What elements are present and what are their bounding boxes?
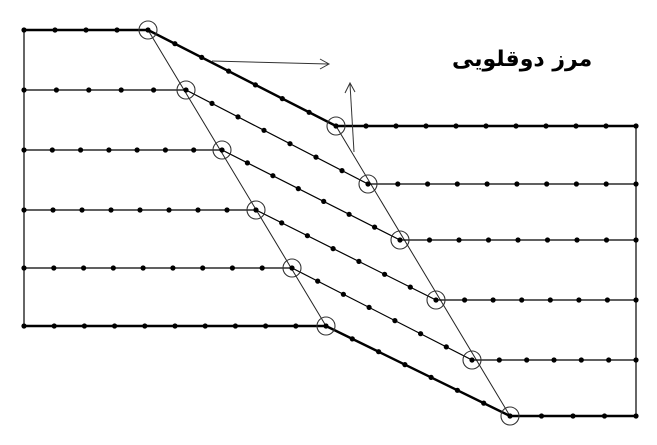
atom-dot [145, 27, 150, 32]
atom-dot [307, 110, 312, 115]
boundary-atom-markers [139, 21, 519, 425]
twin-boundary-label: مرز دوقلویی [452, 47, 593, 72]
atom-dot [633, 297, 638, 302]
atom-dot [270, 173, 275, 178]
atom-dot [514, 181, 519, 186]
atom-dot [551, 357, 556, 362]
atom-dot [425, 181, 430, 186]
atom-dot [497, 357, 502, 362]
atom-dot [50, 147, 55, 152]
atom-dot [52, 27, 57, 32]
atom-dot [219, 147, 224, 152]
atom-dot [486, 237, 491, 242]
lattice-layer-4 [24, 210, 636, 300]
atom-dot [469, 357, 474, 362]
atom-dot [539, 413, 544, 418]
atom-dot [402, 362, 407, 367]
horizontal-arrow-icon [212, 59, 329, 69]
atom-dot [341, 292, 346, 297]
atom-dot [576, 297, 581, 302]
twin-region-outline [148, 30, 510, 416]
atom-dot [235, 114, 240, 119]
atom-dot [135, 147, 140, 152]
atom-dot [305, 233, 310, 238]
atom-dot [573, 123, 578, 128]
atom-dot [604, 181, 609, 186]
atom-dot [427, 237, 432, 242]
atom-dot [141, 265, 146, 270]
atom-dot [51, 265, 56, 270]
atom-dot [481, 401, 486, 406]
atom-dot [195, 207, 200, 212]
atom-dot [86, 87, 91, 92]
atom-dot [280, 96, 285, 101]
atom-dot [21, 265, 26, 270]
atom-dot [50, 207, 55, 212]
atom-dot [574, 181, 579, 186]
atom-dot [200, 265, 205, 270]
atom-dot [633, 181, 638, 186]
atom-dot [313, 155, 318, 160]
atom-dot [462, 297, 467, 302]
atom-dot [365, 181, 370, 186]
atom-dot [363, 123, 368, 128]
atom-dot [112, 323, 117, 328]
atom-dot [491, 297, 496, 302]
atom-dot [83, 27, 88, 32]
atom-dot [111, 265, 116, 270]
atom-dot [423, 123, 428, 128]
atom-dot [142, 323, 147, 328]
atom-dot [543, 123, 548, 128]
atom-dot [513, 123, 518, 128]
atom-dot [224, 207, 229, 212]
atom-dot [633, 413, 638, 418]
atom-dot [392, 318, 397, 323]
atom-dot [21, 87, 26, 92]
upward-arrow-icon [345, 83, 355, 152]
atom-dot [633, 237, 638, 242]
atom-dot [350, 336, 355, 341]
atom-dot [444, 344, 449, 349]
atom-dot [515, 237, 520, 242]
atom-dot [395, 181, 400, 186]
atom-dot [82, 323, 87, 328]
atom-dot [603, 123, 608, 128]
atom-dot [605, 297, 610, 302]
atom-dot [52, 323, 57, 328]
atom-dot [170, 265, 175, 270]
atom-dot [199, 55, 204, 60]
atom-dot [524, 357, 529, 362]
atom-dot [545, 237, 550, 242]
atom-dot [151, 87, 156, 92]
atom-dot [230, 265, 235, 270]
atom-dot [191, 147, 196, 152]
atom-dot [418, 331, 423, 336]
atom-dot [485, 181, 490, 186]
atom-dot [233, 323, 238, 328]
atom-dot [261, 128, 266, 133]
atom-dot [367, 305, 372, 310]
atom-dot [397, 237, 402, 242]
atom-dot [106, 147, 111, 152]
atom-dot [137, 207, 142, 212]
atom-dot [339, 168, 344, 173]
atom-dot [114, 27, 119, 32]
atom-dot [81, 265, 86, 270]
atom-dot [166, 207, 171, 212]
atom-dot [453, 123, 458, 128]
atom-dot [570, 413, 575, 418]
atom-dot [321, 199, 326, 204]
atom-dot [209, 101, 214, 106]
atom-dot [245, 160, 250, 165]
atom-dot [21, 207, 26, 212]
atom-dot [253, 82, 258, 87]
atom-dot [21, 147, 26, 152]
atom-dot [455, 388, 460, 393]
atom-dot [574, 237, 579, 242]
atom-dot [119, 87, 124, 92]
atom-dot [293, 323, 298, 328]
atom-dot [382, 272, 387, 277]
atom-dot [226, 69, 231, 74]
atom-dot [456, 237, 461, 242]
atom-dot [347, 212, 352, 217]
atom-dot [296, 186, 301, 191]
atom-dot [21, 323, 26, 328]
atom-dot [263, 323, 268, 328]
atom-dot [287, 141, 292, 146]
atom-dot [507, 413, 512, 418]
atom-dot [393, 123, 398, 128]
lattice-layer-2 [24, 90, 636, 184]
lattice-layer-3 [24, 150, 636, 240]
atom-dot [483, 123, 488, 128]
atom-dot [172, 41, 177, 46]
atom-dot [163, 147, 168, 152]
atom-dot [78, 147, 83, 152]
atom-dot [606, 357, 611, 362]
atom-dot [633, 357, 638, 362]
atom-dot [333, 123, 338, 128]
atom-dot [108, 207, 113, 212]
lattice-layers [24, 30, 636, 416]
atom-dot [548, 297, 553, 302]
atom-dot [203, 323, 208, 328]
atom-dot [376, 349, 381, 354]
atom-dot [602, 413, 607, 418]
atom-dot [289, 265, 294, 270]
lattice-layer-5 [24, 268, 636, 360]
atom-dot [331, 246, 336, 251]
atom-dot [183, 87, 188, 92]
atom-dot [544, 181, 549, 186]
atom-dot [279, 220, 284, 225]
atom-dot [408, 285, 413, 290]
atom-dot [519, 297, 524, 302]
atom-dot [54, 87, 59, 92]
atom-dot [604, 237, 609, 242]
atom-dot [372, 225, 377, 230]
atom-dot [356, 259, 361, 264]
atom-dot [579, 357, 584, 362]
atom-dot [21, 27, 26, 32]
atom-dot [79, 207, 84, 212]
lattice-layer-6 [24, 326, 636, 416]
atom-dot [323, 323, 328, 328]
atom-dot [253, 207, 258, 212]
atom-dot [260, 265, 265, 270]
atom-dot [455, 181, 460, 186]
atom-dot [433, 297, 438, 302]
atom-dot [429, 375, 434, 380]
atom-dot [633, 123, 638, 128]
atom-dot [172, 323, 177, 328]
lattice-layer-1 [24, 30, 636, 126]
atom-dot [315, 279, 320, 284]
